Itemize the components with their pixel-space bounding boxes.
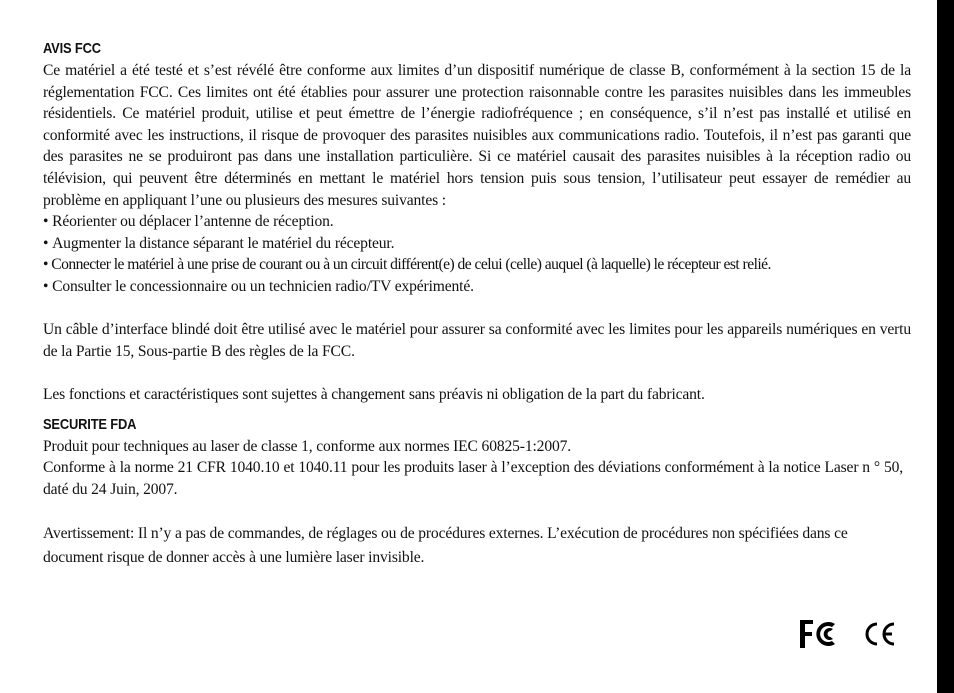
fda-section xyxy=(43,414,911,570)
ce-logo xyxy=(861,616,897,652)
right-edge-bar xyxy=(937,0,954,693)
fcc-section xyxy=(43,38,911,406)
fcc-paragraph: Ce matériel a été testé et s’est révélé être conforme aux limites d’un dispositif numérique de classe B, conformément à la section 15 de la réglementation FCC. Ces limites ont été établies pour assurer une protection raisonnable contre les parasites nuisibles dans les immeubles résidentiels. Ce matériel produit, utilise et peut émettre de l’énergie radiofréquence ; en conséquence, s’il n’est pas installé et utilisé en conformité avec les instructions, il risque de provoquer des parasites nuisibles aux communications radio. Toutefois, il n’est pas garanti que des parasites ne se produiront pas dans une installation particulière. Si ce matériel causait des parasites nuisibles à la réception radio ou télévision, qui peuvent être déterminés en mettant le matériel hors tension puis sous tension, l’utilisateur peut essayer de remédier au problème en appliquant l’une ou plusieurs des mesures suivantes : xyxy=(43,62,911,209)
fda-line-2: Conforme à la norme 21 CFR 1040.10 et 1040.11 pour les produits laser à l’exception des déviations conformément à la notice Laser n ° 50, daté du 24 Juin, 2007. xyxy=(43,459,903,498)
fda-warning: Avertissement: Il n’y a pas de commandes, de réglages ou de procédures externes. L’exécution de procédures non spécifiées dans ce document risque de donner accès à une lumière laser invisible. xyxy=(43,524,848,566)
fcc-measures-list xyxy=(43,211,911,297)
document-page xyxy=(43,38,911,570)
fda-heading: SECURITE FDA xyxy=(43,415,137,433)
change-note: Les fonctions et caractéristiques sont sujettes à changement sans préavis ni obligation de la part du fabricant. xyxy=(43,385,705,403)
list-item: • Connecter le matériel à une prise de courant ou à un circuit différent(e) de celui (celle) auquel (à laquelle) le récepteur est relié. xyxy=(43,254,911,276)
list-item: • Consulter le concessionnaire ou un technicien radio/TV expérimenté. xyxy=(43,276,911,298)
cable-note: Un câble d’interface blindé doit être utilisé avec le matériel pour assurer sa conformité avec les limites pour les appareils numériques en vertu de la Partie 15, Sous-partie B des règles de la FCC. xyxy=(43,321,911,360)
list-item: • Réorienter ou déplacer l’antenne de réception. xyxy=(43,211,911,233)
list-item: • Augmenter la distance séparant le matériel du récepteur. xyxy=(43,233,911,255)
fda-line-1: Produit pour techniques au laser de classe 1, conforme aux normes IEC 60825-1:2007. xyxy=(43,437,572,455)
fcc-logo xyxy=(797,616,839,652)
fcc-heading: AVIS FCC xyxy=(43,40,101,57)
certification-logos xyxy=(797,616,897,652)
